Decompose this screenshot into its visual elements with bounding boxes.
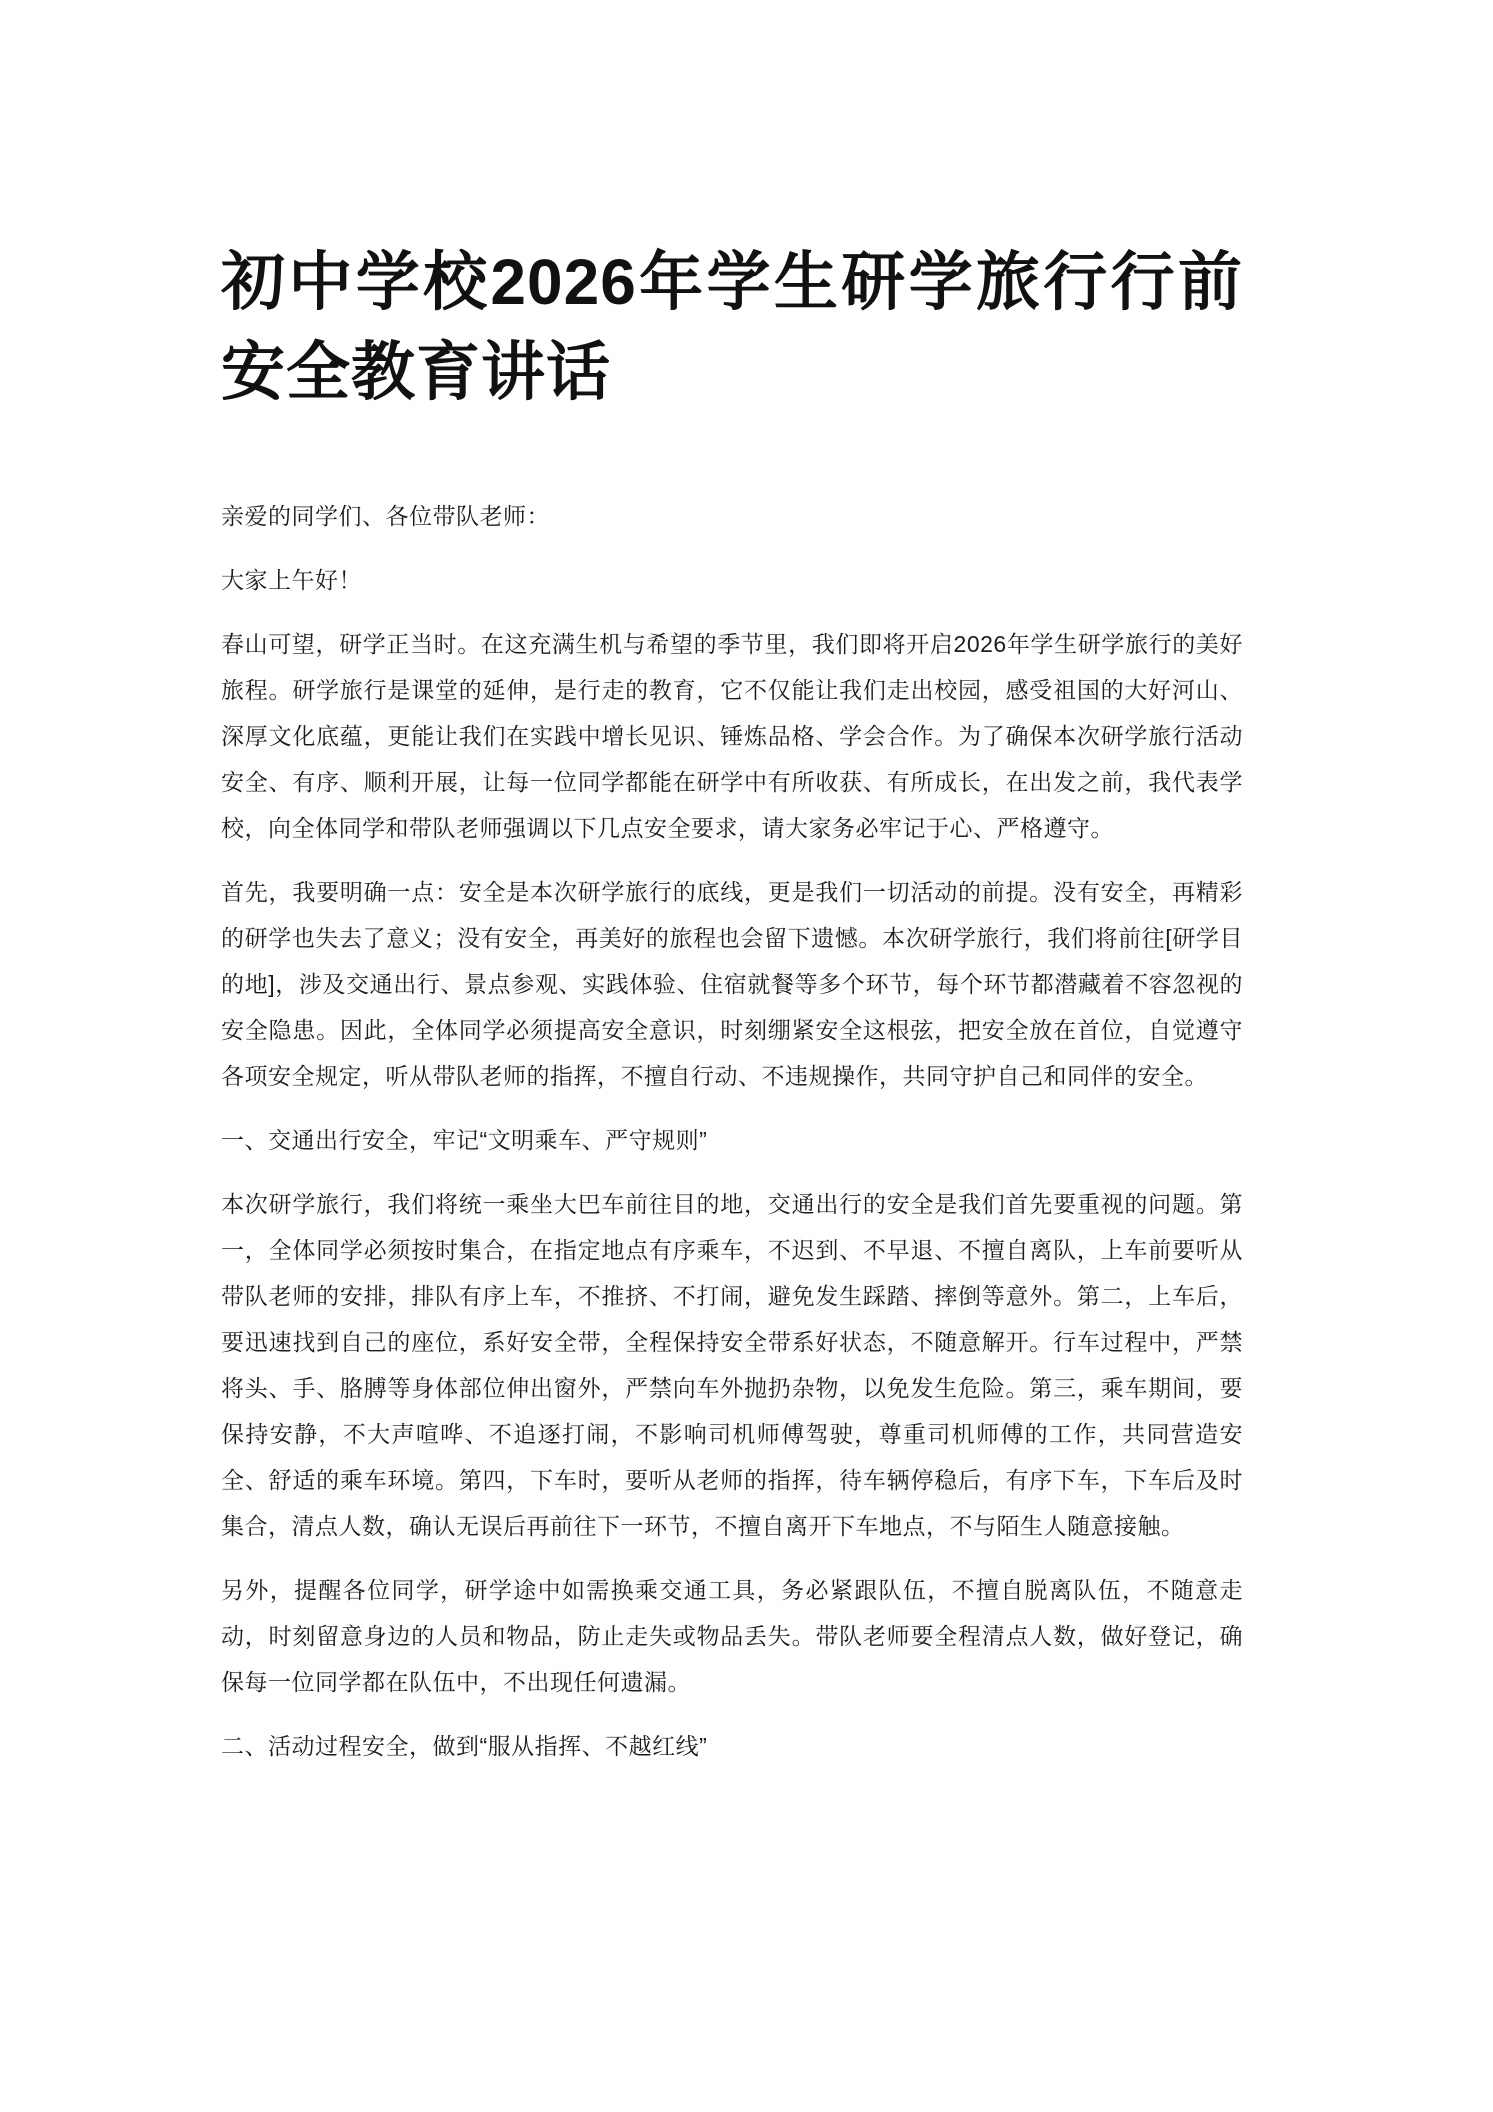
document-body: [221, 493, 1243, 1769]
paragraph-salutation: 亲爱的同学们、各位带队老师：: [221, 503, 550, 530]
document-title: 初中学校2026年学生研学旅行行前安全教育讲话: [221, 246, 1243, 408]
paragraph-greeting: 大家上午好！: [221, 567, 362, 594]
paragraph-traffic-safety-details: 本次研学旅行，我们将统一乘坐大巴车前往目的地，交通出行的安全是我们首先要重视的问题。第一，全体同学必须按时集合，在指定地点有序乘车，不迟到、不早退、不擅自离队，上车前要听从带队老师的安排，排队有序上车，不推挤、不打闹，避免发生踩踏、摔倒等意外。第二，上车后，要迅速找到自己的座位，系好安全带，全程保持安全带系好状态，不随意解开。行车过程中，严禁将头、手、胳膊等身体部位伸出窗外，严禁向车外抛扔杂物，以免发生危险。第三，乘车期间，要保持安静，不大声喧哗、不追逐打闹，不影响司机师傅驾驶，尊重司机师傅的工作，共同营造安全、舒适的乘车环境。第四，下车时，要听从老师的指挥，待车辆停稳后，有序下车，下车后及时集合，清点人数，确认无误后再前往下一环节，不擅自离开下车地点，不与陌生人随意接触。: [221, 1191, 1243, 1540]
paragraph-safety-premise: 首先，我要明确一点：安全是本次研学旅行的底线，更是我们一切活动的前提。没有安全，再精彩的研学也失去了意义；没有安全，再美好的旅程也会留下遗憾。本次研学旅行，我们将前往[研学目的地]，涉及交通出行、景点参观、实践体验、住宿就餐等多个环节，每个环节都潜藏着不容忽视的安全隐患。因此，全体同学必须提高安全意识，时刻绷紧安全这根弦，把安全放在首位，自觉遵守各项安全规定，听从带队老师的指挥，不擅自行动、不违规操作，共同守护自己和同伴的安全。: [221, 879, 1243, 1090]
heading-section-2-activity-safety: 二、活动过程安全，做到“服从指挥、不越红线”: [221, 1733, 708, 1760]
paragraph-transfer-reminder: 另外，提醒各位同学，研学途中如需换乘交通工具，务必紧跟队伍，不擅自脱离队伍，不随意走动，时刻留意身边的人员和物品，防止走失或物品丢失。带队老师要全程清点人数，做好登记，确保每一位同学都在队伍中，不出现任何遗漏。: [221, 1577, 1243, 1696]
heading-section-1-traffic-safety: 一、交通出行安全，牢记“文明乘车、严守规则”: [221, 1127, 708, 1154]
paragraph-introduction: 春山可望，研学正当时。在这充满生机与希望的季节里，我们即将开启2026年学生研学旅行的美好旅程。研学旅行是课堂的延伸，是行走的教育，它不仅能让我们走出校园，感受祖国的大好河山、深厚文化底蕴，更能让我们在实践中增长见识、锤炼品格、学会合作。为了确保本次研学旅行活动安全、有序、顺利开展，让每一位同学都能在研学中有所收获、有所成长，在出发之前，我代表学校，向全体同学和带队老师强调以下几点安全要求，请大家务必牢记于心、严格遵守。: [221, 631, 1243, 842]
